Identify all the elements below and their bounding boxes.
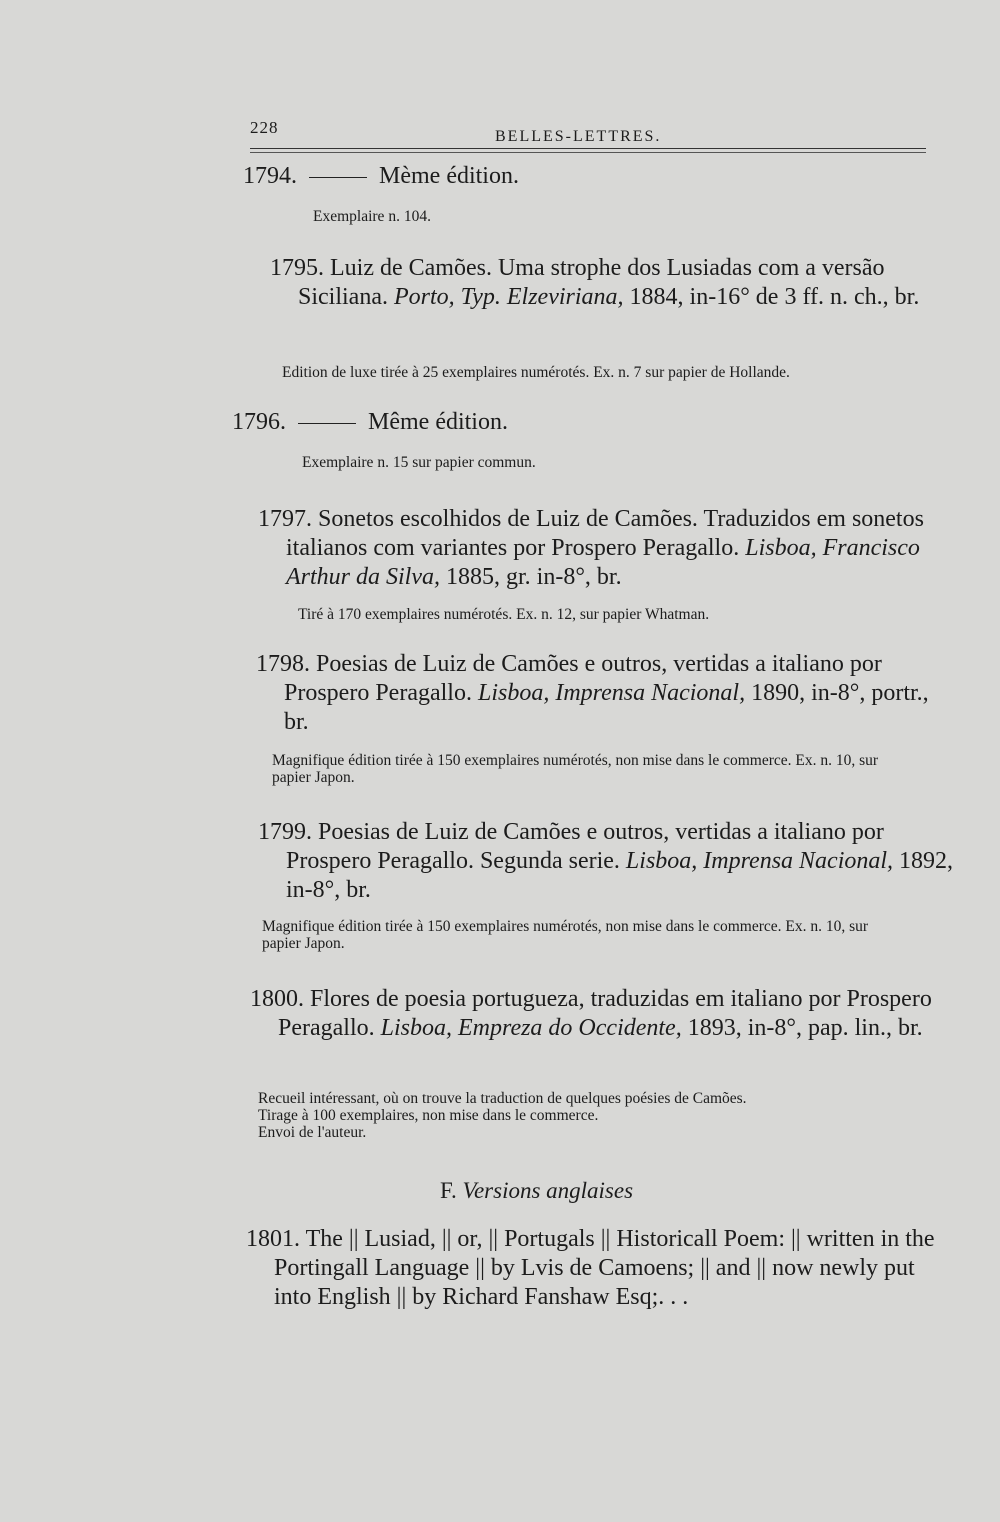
entry-1797	[258, 505, 954, 592]
section-letter: F.	[440, 1178, 457, 1203]
entry-note: Magnifique édition tirée à 150 exemplaires numérotés, non mise dans le commerce. Ex. n. 10, sur papier Japon.	[262, 918, 869, 952]
entry-number: 1795.	[270, 255, 324, 281]
entry-title: Luiz de Camões. Uma strophe dos Lusiadas com a versão Siciliana.	[298, 255, 885, 310]
entry-note: Tirage à 100 exemplaires, non mise dans le commerce.	[258, 1107, 599, 1124]
entry-imprint: Lisboa, Imprensa Nacional,	[625, 848, 894, 874]
entry-number: 1797.	[258, 506, 312, 532]
entry-imprint: Lisboa, Francisco Arthur da Silva,	[286, 535, 920, 590]
entry-number: 1800.	[250, 986, 304, 1012]
header-rule-thin	[250, 152, 926, 153]
entry-1799	[258, 818, 954, 905]
entry-note: Edition de luxe tirée à 25 exemplaires numérotés. Ex. n. 7 sur papier de Hollande.	[282, 364, 790, 381]
entry-number: 1794.	[243, 163, 297, 189]
entry-collation: 1892, in-8°, br.	[286, 848, 954, 903]
entry-note: Envoi de l'auteur.	[258, 1124, 367, 1141]
section-title: Versions anglaises	[462, 1178, 634, 1203]
entry-note-group	[258, 1090, 918, 1141]
running-head: BELLES-LETTRES.	[495, 128, 662, 145]
entry-1798	[256, 650, 944, 737]
entry-imprint: Porto, Typ. Elzeviriana,	[393, 284, 624, 310]
entry-note: Magnifique édition tirée à 150 exemplaires numérotés, non mise dans le commerce. Ex. n. 10, sur papier Japon.	[272, 752, 879, 786]
entry-collation: 1885, gr. in-8°, br.	[446, 564, 622, 590]
entry-1801	[246, 1225, 944, 1312]
page-header	[250, 118, 926, 158]
entry-title: Poesias de Luiz de Camões e outros, vertidas a italiano por Prospero Peragallo.	[284, 651, 882, 706]
ditto-dash	[298, 423, 356, 424]
entry-collation: 1884, in-16° de 3 ff. n. ch., br.	[629, 284, 920, 310]
entry-title: Mème édition.	[379, 163, 519, 189]
entry-1795	[270, 254, 958, 312]
entry-title: The || Lusiad, || or, || Portugals || Historicall Poem: || written in the Portingall Language || by Lvis de Camoens; || and || now newly put into English || by Richard Fanshaw Esq;. . .	[274, 1226, 935, 1310]
entry-title: Flores de poesia portugueza, traduzidas em italiano por Prospero Peragallo.	[278, 986, 932, 1041]
page-number: 228	[250, 118, 279, 137]
entry-number: 1798.	[256, 651, 310, 677]
entry-title: Poesias de Luiz de Camões e outros, vertidas a italiano por Prospero Peragallo. Segunda serie.	[286, 819, 884, 874]
entry-1796	[232, 408, 508, 437]
header-rule	[250, 148, 926, 149]
entry-note: Exemplaire n. 104.	[313, 208, 431, 225]
entry-collation: 1890, in-8°, portr., br.	[284, 680, 929, 735]
entry-note: Recueil intéressant, où on trouve la traduction de quelques poésies de Camões.	[258, 1090, 747, 1107]
entry-note: Exemplaire n. 15 sur papier commun.	[302, 454, 536, 471]
entry-number: 1799.	[258, 819, 312, 845]
entry-number: 1801.	[246, 1226, 300, 1252]
entry-1794	[243, 162, 519, 191]
entry-imprint: Lisboa, Empreza do Occidente,	[380, 1015, 682, 1041]
entry-collation: 1893, in-8°, pap. lin., br.	[687, 1015, 923, 1041]
entry-note: Tiré à 170 exemplaires numérotés. Ex. n. 12, sur papier Whatman.	[298, 606, 710, 623]
entry-number: 1796.	[232, 409, 286, 435]
entry-title: Sonetos escolhidos de Luiz de Camões. Traduzidos em sonetos italianos com variantes por Prospero Peragallo.	[286, 506, 924, 561]
section-heading	[440, 1178, 633, 1204]
entry-1800	[250, 985, 948, 1043]
ditto-dash	[309, 177, 367, 178]
entry-imprint: Lisboa, Imprensa Nacional,	[477, 680, 746, 706]
entry-title: Même édition.	[368, 409, 508, 435]
